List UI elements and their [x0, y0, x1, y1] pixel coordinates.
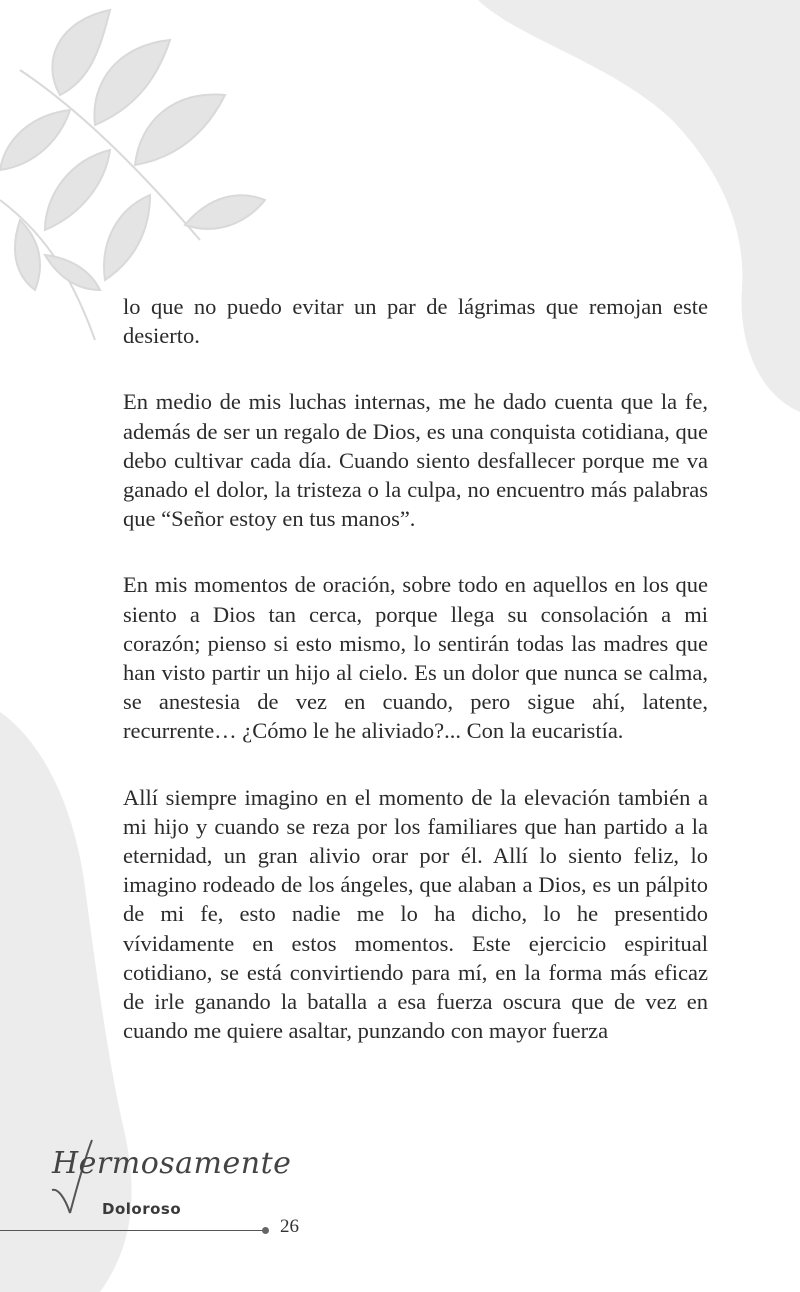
leaf-branch-icon [0, 10, 265, 340]
footer-rule [0, 1230, 265, 1231]
paragraph-1: lo que no puedo evitar un par de lágrimas que remojan este desierto. [123, 294, 708, 349]
paragraph-4: Allí siempre imagino en el momento de la elevación también a mi hijo y cuando se reza por los familiares que han partido a la eternidad, un gran alivio orar por él. Allí lo siento feliz, lo imagino rodeado de los ángeles, que alaban a Dios, es un pálpito de mi fe, esto nadie me lo ha dicho, lo he presentido vívidamente en estos momentos. Este ejercicio espiritual cotidiano, se está convirtiendo para mí, en la forma más eficaz de irle ganando la batalla a esa fuerza oscura que de vez en cuando me quiere asaltar, punzando con mayor fuerza [123, 784, 708, 1044]
logo-script-title: Hermosamente [52, 1146, 292, 1181]
body-text [123, 292, 708, 1082]
logo-flourish-icon [30, 1128, 260, 1238]
logo-subtitle: Doloroso [102, 1200, 182, 1218]
paragraph-2: En medio de mis luchas internas, me he dado cuenta que la fe, además de ser un regalo de Dios, es una conquista cotidiana, que debo cultivar cada día. Cuando siento desfallecer porque me va ganado el dolor, la tristeza o la culpa, no encuentro más palabras que “Señor estoy en tus manos”. [123, 389, 708, 532]
page-number: 26 [280, 1216, 299, 1237]
footer-dot-icon [262, 1227, 269, 1234]
paragraph-3: En mis momentos de oración, sobre todo en aquellos en los que siento a Dios tan cerca, porque llega su consolación a mi corazón; pienso si esto mismo, lo sentirán todas las madres que han visto partir un hijo al cielo. Es un dolor que nunca se calma, se anestesia de vez en cuando, pero sigue ahí, latente, recurrente… ¿Cómo le he aliviado?... Con la eucaristía. [123, 572, 708, 744]
